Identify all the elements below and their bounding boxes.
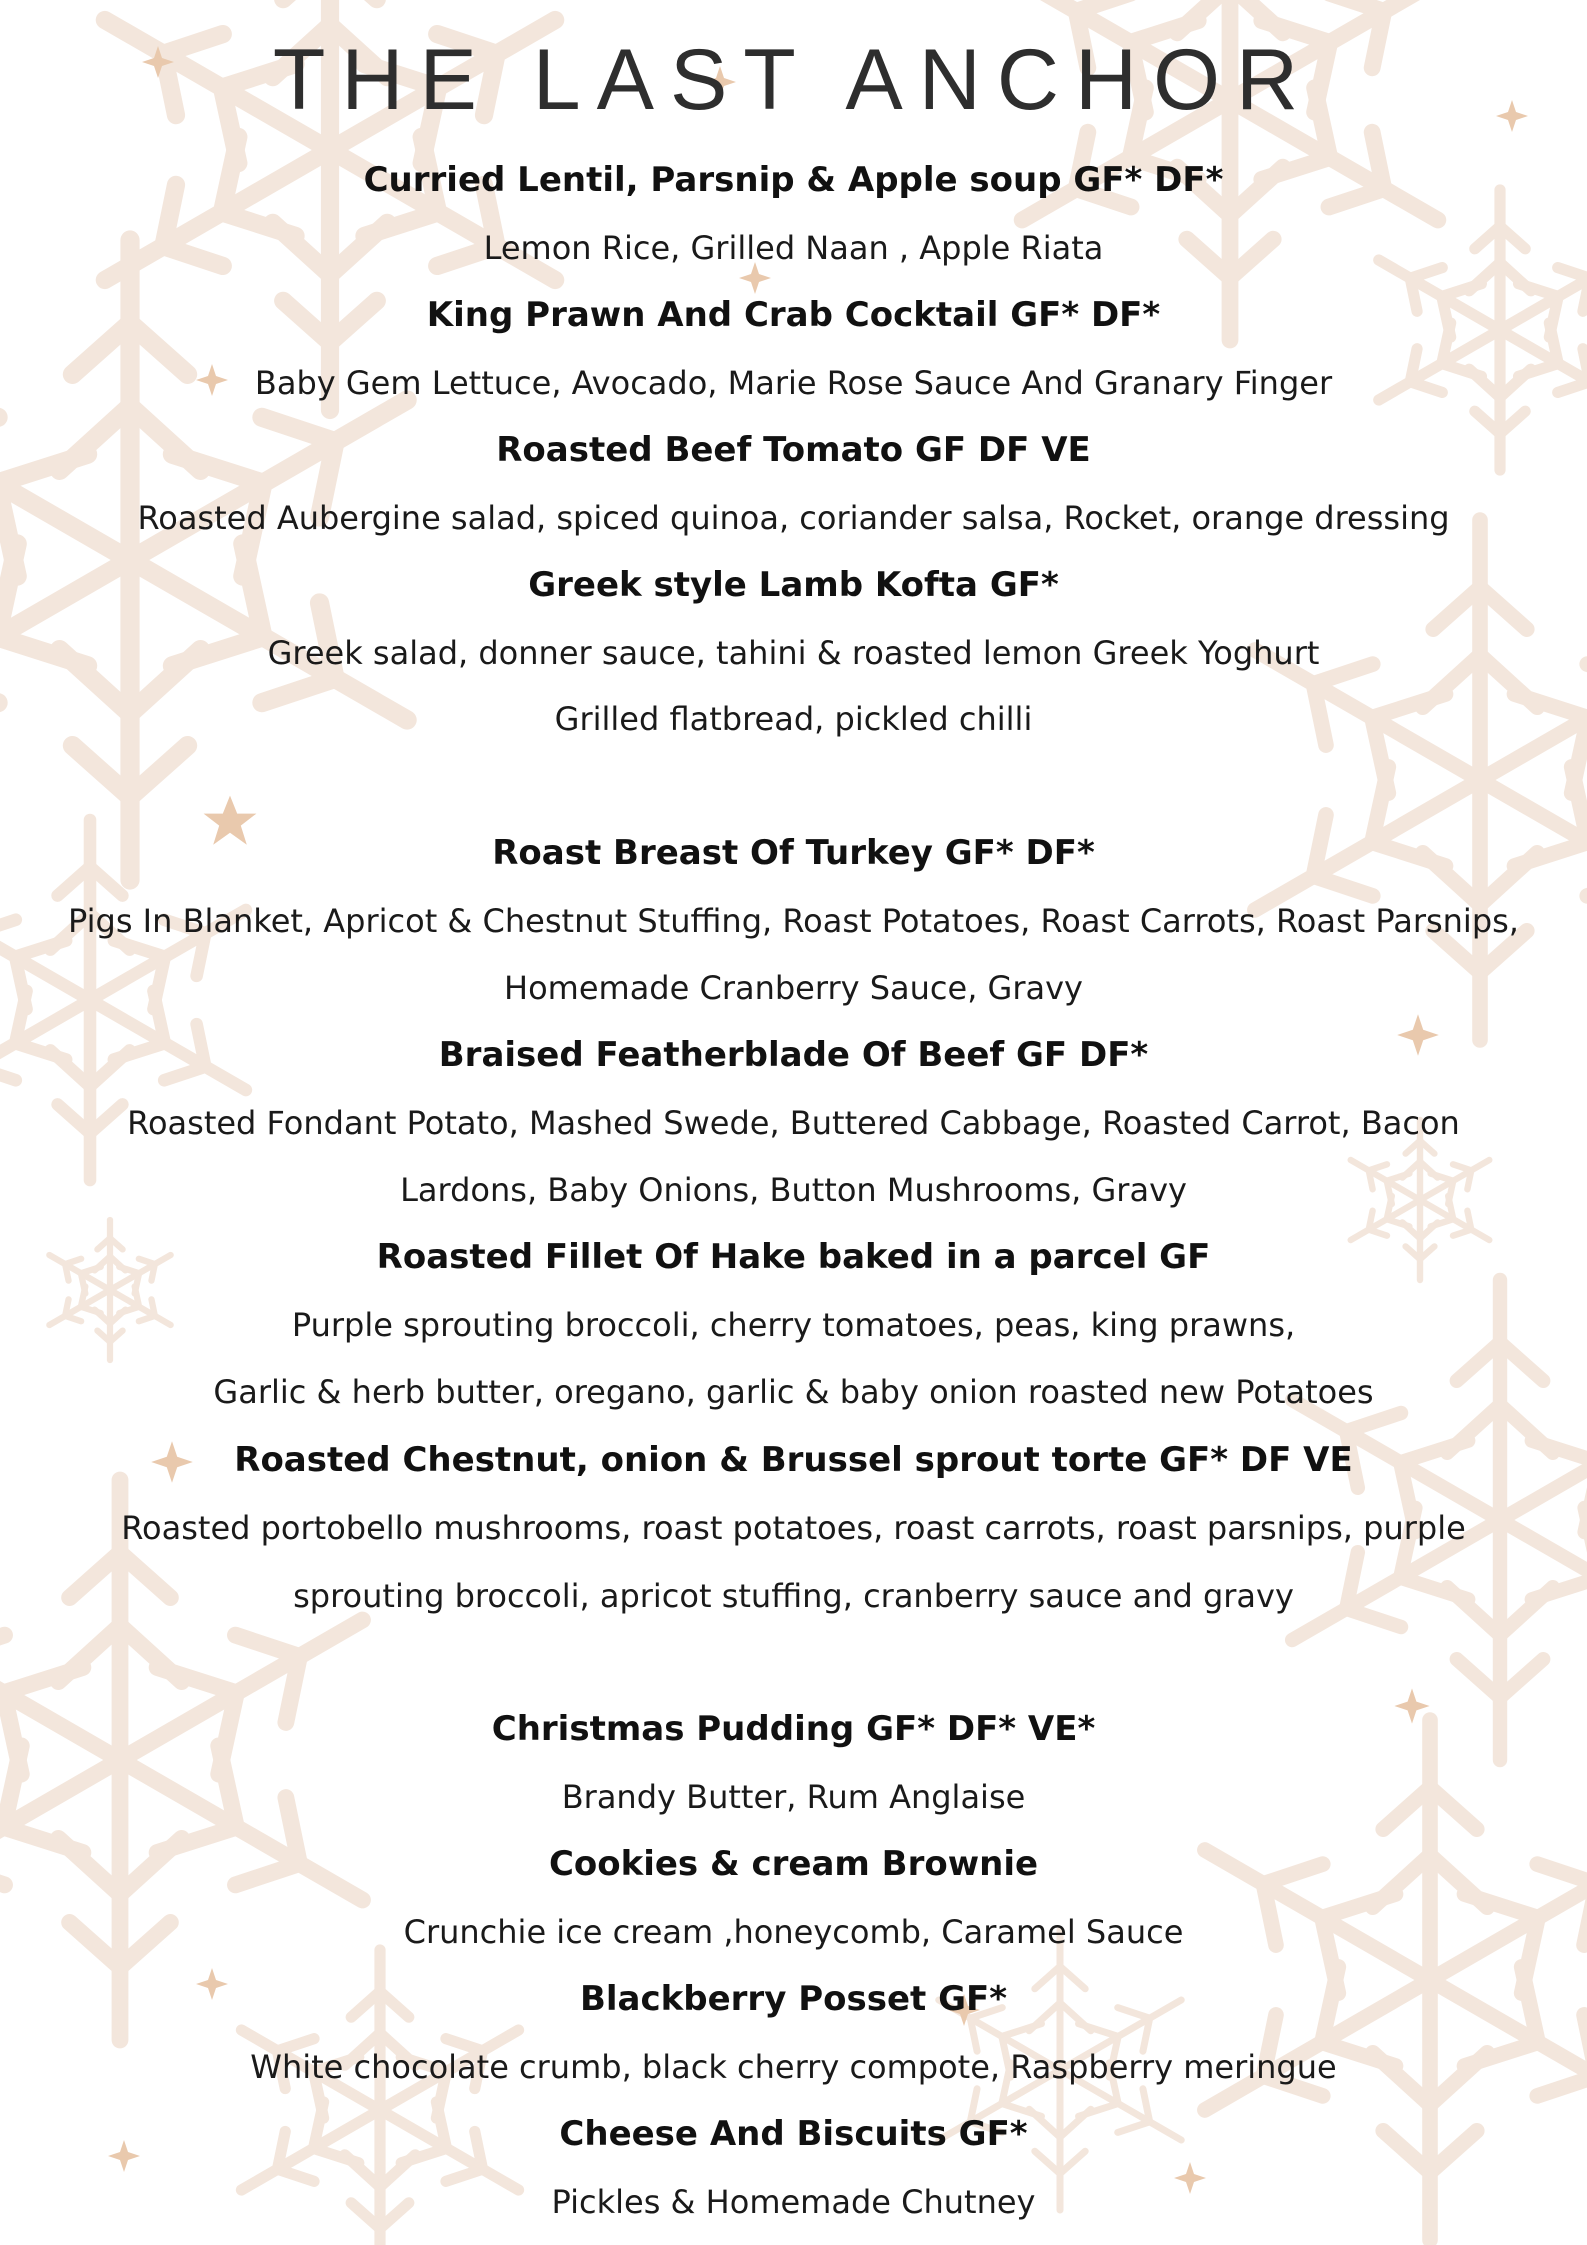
menu-item-name: Braised Featherblade Of Beef GF DF* — [438, 1035, 1149, 1075]
menu-item-description: Greek salad, donner sauce, tahini & roasted lemon Greek Yoghurt — [267, 634, 1320, 672]
menu-item-name: Roasted Fillet Of Hake baked in a parcel GF — [376, 1237, 1211, 1277]
menu-item-name: Roasted Beef Tomato GF DF VE — [496, 430, 1091, 470]
menu-item-description: Grilled flatbread, pickled chilli — [554, 700, 1033, 738]
menu-item-description: Garlic & herb butter, oregano, garlic & baby onion roasted new Potatoes — [213, 1373, 1374, 1411]
menu-item-name: Blackberry Posset GF* — [579, 1979, 1008, 2019]
menu-item-description: sprouting broccoli, apricot stuffing, cranberry sauce and gravy — [293, 1577, 1294, 1615]
menu-item-name: Cookies & cream Brownie — [548, 1844, 1039, 1884]
menu-item-description: Lardons, Baby Onions, Button Mushrooms, Gravy — [400, 1171, 1187, 1209]
menu-item-description: Roasted portobello mushrooms, roast potatoes, roast carrots, roast parsnips, purple — [121, 1509, 1466, 1547]
menu-item-description: Crunchie ice cream ,honeycomb, Caramel Sauce — [403, 1913, 1184, 1951]
menu-item-description: Roasted Fondant Potato, Mashed Swede, Buttered Cabbage, Roasted Carrot, Bacon — [127, 1104, 1460, 1142]
menu-item-description: Baby Gem Lettuce, Avocado, Marie Rose Sauce And Granary Finger — [254, 364, 1333, 402]
menu-item-name: Cheese And Biscuits GF* — [559, 2114, 1028, 2154]
menu-item-name: Roast Breast Of Turkey GF* DF* — [492, 833, 1095, 873]
menu-item-description: Pigs In Blanket, Apricot & Chestnut Stuffing, Roast Potatoes, Roast Carrots, Roast Parsnips, — [68, 902, 1519, 940]
menu-item-description: Roasted Aubergine salad, spiced quinoa, coriander salsa, Rocket, orange dressing — [137, 499, 1450, 537]
menu-item-name: Roasted Chestnut, onion & Brussel sprout torte GF* DF VE — [234, 1440, 1353, 1480]
menu-item-name: Christmas Pudding GF* DF* VE* — [491, 1709, 1096, 1749]
restaurant-title: THE LAST ANCHOR — [272, 32, 1315, 128]
menu-item-description: Pickles & Homemade Chutney — [551, 2183, 1036, 2221]
menu-item-description: Lemon Rice, Grilled Naan , Apple Riata — [483, 229, 1104, 267]
menu-item-description: Brandy Butter, Rum Anglaise — [561, 1778, 1026, 1816]
menu-item-name: Curried Lentil, Parsnip & Apple soup GF* DF* — [363, 160, 1224, 200]
menu-item-description: Homemade Cranberry Sauce, Gravy — [504, 969, 1083, 1007]
menu-item-description: Purple sprouting broccoli, cherry tomatoes, peas, king prawns, — [291, 1306, 1296, 1344]
menu-item-name: King Prawn And Crab Cocktail GF* DF* — [426, 295, 1161, 335]
menu-item-name: Greek style Lamb Kofta GF* — [528, 565, 1059, 605]
menu-item-description: White chocolate crumb, black cherry compote, Raspberry meringue — [250, 2048, 1337, 2086]
